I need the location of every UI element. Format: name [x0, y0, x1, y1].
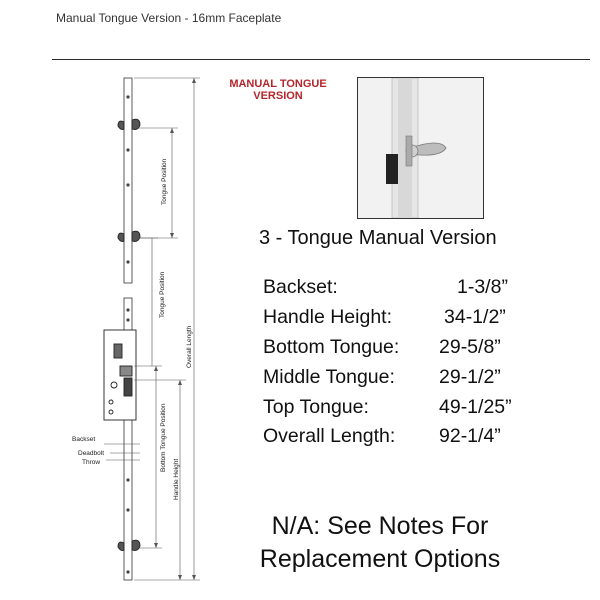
label-throw: Throw [82, 459, 101, 466]
spec-value: 29-1/2” [439, 366, 501, 388]
spec-value: 29-5/8” [439, 336, 501, 358]
version-title: 3 - Tongue Manual Version [259, 227, 497, 249]
label-tongue-position-2: Tongue Position [159, 271, 166, 318]
label-bottom-tongue-position: Bottom Tongue Position [160, 403, 167, 472]
spec-label: Handle Height: [263, 306, 392, 328]
spec-value: 92-1/4” [439, 425, 501, 447]
label-tongue-position-1: Tongue Position [161, 158, 168, 205]
spec-label: Middle Tongue: [263, 366, 395, 388]
label-handle-height: Handle Height [173, 458, 180, 500]
spec-label: Top Tongue: [263, 396, 369, 418]
gearbox [104, 330, 136, 420]
upper-faceplate [124, 78, 132, 283]
manual-tongue-photo [358, 78, 483, 218]
callout-line-2: VERSION [253, 90, 303, 102]
label-backset: Backset [72, 436, 96, 443]
notes-line-2: Replacement Options [259, 545, 501, 573]
spec-label: Backset: [263, 276, 338, 298]
spec-label: Overall Length: [263, 425, 396, 447]
replacement-notes [230, 510, 530, 576]
label-overall-length: Overall Length [186, 325, 193, 368]
spec-label: Bottom Tongue: [263, 336, 400, 358]
callout-line-1: MANUAL TONGUE [229, 78, 327, 90]
spec-value: 34-1/2” [444, 306, 506, 328]
notes-line-1: N/A: See Notes For [271, 512, 489, 540]
spec-value: 49-1/25” [439, 396, 512, 418]
product-photo [357, 77, 484, 219]
spec-value: 1-3/8” [457, 276, 508, 298]
page-title: Manual Tongue Version - 16mm Faceplate [56, 11, 282, 25]
label-deadbolt: Deadbolt [78, 450, 105, 457]
manual-tongue-callout [208, 78, 348, 102]
